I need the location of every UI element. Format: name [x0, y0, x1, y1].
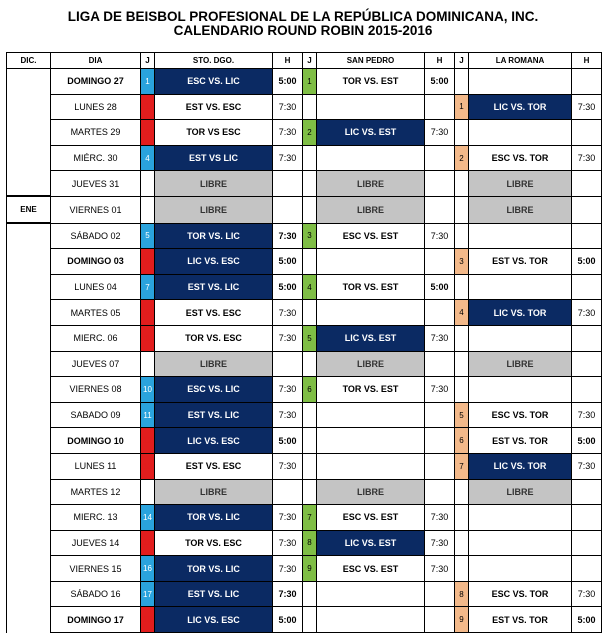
game-number-stodgo: 2	[141, 120, 155, 146]
time-cell-stodgo: 7:30	[273, 94, 303, 120]
game-cell-sanpedro: ESC VS. EST	[317, 556, 425, 582]
game-number-laromana: 6	[455, 428, 469, 454]
game-number-sanpedro	[303, 94, 317, 120]
day-cell: SABADO 09	[51, 402, 141, 428]
game-number-laromana: 1	[455, 94, 469, 120]
game-cell-laromana	[469, 274, 572, 300]
time-cell-laromana	[572, 530, 602, 556]
time-cell-stodgo: 5:00	[273, 249, 303, 275]
table-row	[7, 556, 602, 582]
game-number-sanpedro	[303, 196, 317, 223]
month-cell	[7, 453, 51, 479]
game-cell-stodgo: LIC VS. ESC	[155, 607, 273, 633]
game-cell-sanpedro	[317, 581, 425, 607]
time-cell-laromana	[572, 196, 602, 223]
month-cell	[7, 402, 51, 428]
game-number-stodgo: 14	[141, 505, 155, 531]
game-cell-laromana	[469, 505, 572, 531]
game-number-laromana	[455, 556, 469, 582]
col-laromana: LA ROMANA	[469, 53, 572, 69]
time-cell-sanpedro	[425, 249, 455, 275]
time-cell-sanpedro: 7:30	[425, 505, 455, 531]
time-cell-stodgo: 7:30	[273, 120, 303, 146]
game-cell-laromana: LIC VS. TOR	[469, 300, 572, 326]
day-cell: DOMINGO 03	[51, 249, 141, 275]
day-cell: JUEVES 31	[51, 171, 141, 197]
table-row	[7, 479, 602, 505]
game-cell-stodgo: TOR VS. LIC	[155, 505, 273, 531]
game-number-stodgo: 4	[141, 145, 155, 171]
time-cell-sanpedro: 5:00	[425, 274, 455, 300]
game-cell-stodgo: TOR VS ESC	[155, 120, 273, 146]
time-cell-stodgo: 5:00	[273, 69, 303, 95]
time-cell-sanpedro: 7:30	[425, 325, 455, 351]
game-cell-laromana: EST VS. TOR	[469, 428, 572, 454]
game-cell-sanpedro: LIBRE	[317, 196, 425, 223]
month-cell	[7, 249, 51, 275]
time-cell-stodgo: 7:30	[273, 223, 303, 249]
game-cell-stodgo: ESC VS. LIC	[155, 377, 273, 403]
day-cell: MARTES 05	[51, 300, 141, 326]
time-cell-laromana	[572, 556, 602, 582]
time-cell-laromana	[572, 171, 602, 197]
table-row	[7, 94, 602, 120]
month-cell	[7, 607, 51, 633]
game-number-stodgo: 10	[141, 377, 155, 403]
game-cell-stodgo: LIBRE	[155, 351, 273, 377]
time-cell-sanpedro: 7:30	[425, 377, 455, 403]
day-cell: DOMINGO 17	[51, 607, 141, 633]
game-cell-stodgo: LIBRE	[155, 171, 273, 197]
table-row	[7, 171, 602, 197]
game-cell-sanpedro: TOR VS. EST	[317, 274, 425, 300]
game-cell-laromana: LIC VS. TOR	[469, 453, 572, 479]
time-cell-laromana: 5:00	[572, 249, 602, 275]
time-cell-stodgo: 7:30	[273, 402, 303, 428]
game-number-sanpedro	[303, 607, 317, 633]
game-cell-laromana	[469, 223, 572, 249]
game-cell-stodgo: LIC VS. ESC	[155, 428, 273, 454]
month-cell	[7, 274, 51, 300]
game-number-laromana	[455, 196, 469, 223]
time-cell-stodgo: 5:00	[273, 274, 303, 300]
game-cell-laromana	[469, 120, 572, 146]
game-number-sanpedro	[303, 402, 317, 428]
game-cell-laromana	[469, 530, 572, 556]
day-cell: LUNES 28	[51, 94, 141, 120]
col-h-sanpedro: H	[425, 53, 455, 69]
game-number-stodgo: 11	[141, 402, 155, 428]
game-number-laromana	[455, 530, 469, 556]
time-cell-stodgo: 7:30	[273, 530, 303, 556]
game-number-stodgo	[141, 479, 155, 505]
document-header	[0, 0, 606, 38]
day-cell: MIERC. 13	[51, 505, 141, 531]
month-cell	[7, 145, 51, 171]
game-cell-sanpedro: LIBRE	[317, 479, 425, 505]
game-number-stodgo: 12	[141, 428, 155, 454]
day-cell: JUEVES 07	[51, 351, 141, 377]
day-cell: MARTES 29	[51, 120, 141, 146]
month-cell	[7, 69, 51, 95]
time-cell-stodgo: 7:30	[273, 453, 303, 479]
game-cell-laromana: ESC VS. TOR	[469, 402, 572, 428]
game-cell-sanpedro: ESC VS. EST	[317, 223, 425, 249]
table-row	[7, 453, 602, 479]
time-cell-laromana	[572, 69, 602, 95]
game-number-stodgo: 16	[141, 556, 155, 582]
game-cell-stodgo: LIBRE	[155, 196, 273, 223]
game-number-sanpedro	[303, 171, 317, 197]
game-cell-sanpedro	[317, 94, 425, 120]
time-cell-laromana: 7:30	[572, 402, 602, 428]
time-cell-sanpedro	[425, 145, 455, 171]
day-cell: SÁBADO 02	[51, 223, 141, 249]
day-cell: MIERC. 06	[51, 325, 141, 351]
game-number-stodgo: 9	[141, 325, 155, 351]
game-cell-stodgo: TOR VS. LIC	[155, 223, 273, 249]
time-cell-stodgo: 5:00	[273, 428, 303, 454]
game-cell-laromana: ESC VS. TOR	[469, 145, 572, 171]
month-cell	[7, 505, 51, 531]
game-cell-stodgo: EST VS LIC	[155, 145, 273, 171]
col-month: DIC.	[7, 53, 51, 69]
day-cell: VIERNES 15	[51, 556, 141, 582]
game-number-laromana: 9	[455, 607, 469, 633]
day-cell: LUNES 11	[51, 453, 141, 479]
game-cell-laromana: LIBRE	[469, 479, 572, 505]
game-cell-stodgo: EST VS. ESC	[155, 94, 273, 120]
time-cell-stodgo: 7:30	[273, 300, 303, 326]
time-cell-laromana: 5:00	[572, 607, 602, 633]
table-row	[7, 581, 602, 607]
title-calendar: CALENDARIO ROUND ROBIN 2015-2016	[173, 23, 433, 38]
game-number-stodgo: 6	[141, 249, 155, 275]
game-cell-sanpedro	[317, 428, 425, 454]
time-cell-sanpedro: 7:30	[425, 556, 455, 582]
time-cell-stodgo	[273, 196, 303, 223]
table-row	[7, 325, 602, 351]
game-cell-laromana	[469, 325, 572, 351]
time-cell-stodgo	[273, 351, 303, 377]
game-number-laromana: 3	[455, 249, 469, 275]
month-cell	[7, 120, 51, 146]
table-row	[7, 249, 602, 275]
time-cell-sanpedro	[425, 196, 455, 223]
game-cell-sanpedro: LIC VS. EST	[317, 325, 425, 351]
day-cell: JUEVES 14	[51, 530, 141, 556]
col-stodgo: STO. DGO.	[155, 53, 273, 69]
col-j-laromana: J	[455, 53, 469, 69]
game-number-stodgo: 15	[141, 530, 155, 556]
schedule-table	[6, 52, 602, 633]
table-row	[7, 351, 602, 377]
title-league: LIGA DE BEISBOL PROFESIONAL DE LA REPÚBLICA DOMINICANA, INC.	[67, 9, 539, 24]
game-number-laromana: 8	[455, 581, 469, 607]
game-cell-stodgo: TOR VS. ESC	[155, 530, 273, 556]
month-cell	[7, 428, 51, 454]
game-number-sanpedro	[303, 300, 317, 326]
month-cell	[7, 581, 51, 607]
game-number-sanpedro	[303, 145, 317, 171]
game-number-stodgo: 17	[141, 581, 155, 607]
game-cell-sanpedro	[317, 145, 425, 171]
game-cell-sanpedro: ESC VS. EST	[317, 505, 425, 531]
day-cell: VIERNES 01	[51, 196, 141, 223]
time-cell-laromana	[572, 479, 602, 505]
time-cell-sanpedro	[425, 402, 455, 428]
game-number-laromana: 5	[455, 402, 469, 428]
month-cell	[7, 351, 51, 377]
game-number-sanpedro: 7	[303, 505, 317, 531]
game-number-stodgo: 13	[141, 453, 155, 479]
table-row	[7, 530, 602, 556]
time-cell-sanpedro: 7:30	[425, 223, 455, 249]
game-cell-laromana: LIBRE	[469, 351, 572, 377]
time-cell-sanpedro	[425, 94, 455, 120]
game-cell-laromana	[469, 69, 572, 95]
game-cell-laromana: ESC VS. TOR	[469, 581, 572, 607]
table-row	[7, 274, 602, 300]
day-cell: MIÉRC. 30	[51, 145, 141, 171]
day-cell: LUNES 04	[51, 274, 141, 300]
game-number-sanpedro: 8	[303, 530, 317, 556]
game-number-laromana	[455, 171, 469, 197]
time-cell-sanpedro	[425, 581, 455, 607]
time-cell-laromana	[572, 120, 602, 146]
time-cell-laromana: 7:30	[572, 145, 602, 171]
col-j-sanpedro: J	[303, 53, 317, 69]
day-cell: DOMINGO 10	[51, 428, 141, 454]
game-number-sanpedro: 3	[303, 223, 317, 249]
game-number-laromana	[455, 377, 469, 403]
game-cell-laromana	[469, 556, 572, 582]
game-cell-sanpedro: LIBRE	[317, 171, 425, 197]
game-number-sanpedro: 2	[303, 120, 317, 146]
game-number-stodgo: 1	[141, 94, 155, 120]
game-cell-stodgo: LIBRE	[155, 479, 273, 505]
game-cell-stodgo: EST VS. LIC	[155, 402, 273, 428]
game-number-laromana	[455, 120, 469, 146]
schedule-body	[7, 69, 602, 633]
time-cell-laromana: 5:00	[572, 428, 602, 454]
game-cell-sanpedro	[317, 607, 425, 633]
game-cell-stodgo: EST VS. ESC	[155, 300, 273, 326]
game-cell-sanpedro: LIC VS. EST	[317, 530, 425, 556]
time-cell-stodgo	[273, 479, 303, 505]
game-number-sanpedro: 5	[303, 325, 317, 351]
month-cell	[7, 325, 51, 351]
time-cell-laromana: 7:30	[572, 453, 602, 479]
game-number-laromana	[455, 274, 469, 300]
time-cell-stodgo: 5:00	[273, 607, 303, 633]
time-cell-sanpedro	[425, 351, 455, 377]
game-cell-laromana: EST VS. TOR	[469, 249, 572, 275]
game-cell-stodgo: ESC VS. LIC	[155, 69, 273, 95]
table-row	[7, 607, 602, 633]
game-number-stodgo	[141, 351, 155, 377]
game-number-sanpedro	[303, 351, 317, 377]
game-cell-sanpedro: LIC VS. EST	[317, 120, 425, 146]
game-number-laromana	[455, 69, 469, 95]
time-cell-sanpedro: 7:30	[425, 530, 455, 556]
header-row	[7, 53, 602, 69]
time-cell-stodgo: 7:30	[273, 581, 303, 607]
game-number-stodgo: 7	[141, 274, 155, 300]
game-number-sanpedro	[303, 428, 317, 454]
game-number-stodgo: 5	[141, 223, 155, 249]
game-cell-laromana: EST VS. TOR	[469, 607, 572, 633]
time-cell-laromana: 7:30	[572, 94, 602, 120]
time-cell-sanpedro	[425, 479, 455, 505]
month-cell: ENE	[7, 196, 51, 223]
time-cell-laromana: 7:30	[572, 581, 602, 607]
game-number-stodgo: 18	[141, 607, 155, 633]
game-number-laromana	[455, 351, 469, 377]
game-cell-laromana: LIC VS. TOR	[469, 94, 572, 120]
time-cell-laromana	[572, 274, 602, 300]
game-number-sanpedro	[303, 479, 317, 505]
table-row	[7, 120, 602, 146]
col-h-laromana: H	[572, 53, 602, 69]
game-number-sanpedro	[303, 581, 317, 607]
day-cell: MARTES 12	[51, 479, 141, 505]
table-row	[7, 428, 602, 454]
table-row	[7, 402, 602, 428]
game-cell-stodgo: EST VS. LIC	[155, 274, 273, 300]
time-cell-stodgo	[273, 171, 303, 197]
table-row	[7, 145, 602, 171]
game-number-laromana	[455, 505, 469, 531]
time-cell-laromana	[572, 325, 602, 351]
time-cell-laromana	[572, 351, 602, 377]
month-cell	[7, 479, 51, 505]
time-cell-sanpedro	[425, 428, 455, 454]
game-cell-laromana	[469, 377, 572, 403]
game-number-stodgo: 1	[141, 69, 155, 95]
game-number-stodgo: 8	[141, 300, 155, 326]
time-cell-sanpedro	[425, 171, 455, 197]
table-row	[7, 300, 602, 326]
game-cell-sanpedro	[317, 300, 425, 326]
game-number-laromana: 4	[455, 300, 469, 326]
game-cell-sanpedro	[317, 402, 425, 428]
day-cell: DOMINGO 27	[51, 69, 141, 95]
time-cell-sanpedro: 5:00	[425, 69, 455, 95]
table-row	[7, 196, 602, 223]
col-day: DIA	[51, 53, 141, 69]
table-row	[7, 223, 602, 249]
time-cell-sanpedro	[425, 300, 455, 326]
time-cell-laromana: 7:30	[572, 300, 602, 326]
month-cell	[7, 556, 51, 582]
game-number-laromana: 2	[455, 145, 469, 171]
table-row	[7, 505, 602, 531]
game-cell-sanpedro	[317, 453, 425, 479]
game-cell-laromana: LIBRE	[469, 171, 572, 197]
game-cell-stodgo: LIC VS. ESC	[155, 249, 273, 275]
col-j-stodgo: J	[141, 53, 155, 69]
time-cell-stodgo: 7:30	[273, 325, 303, 351]
game-cell-stodgo: TOR VS. LIC	[155, 556, 273, 582]
game-cell-stodgo: TOR VS. ESC	[155, 325, 273, 351]
day-cell: SÁBADO 16	[51, 581, 141, 607]
time-cell-laromana	[572, 505, 602, 531]
month-cell	[7, 530, 51, 556]
game-cell-sanpedro: TOR VS. EST	[317, 69, 425, 95]
game-number-laromana	[455, 479, 469, 505]
month-cell	[7, 171, 51, 197]
table-row	[7, 377, 602, 403]
game-number-sanpedro	[303, 249, 317, 275]
game-number-sanpedro: 4	[303, 274, 317, 300]
time-cell-stodgo: 7:30	[273, 145, 303, 171]
time-cell-stodgo: 7:30	[273, 556, 303, 582]
month-cell	[7, 223, 51, 249]
game-number-laromana	[455, 223, 469, 249]
game-cell-stodgo: EST VS. LIC	[155, 581, 273, 607]
month-cell	[7, 300, 51, 326]
time-cell-stodgo: 7:30	[273, 505, 303, 531]
day-cell: VIERNES 08	[51, 377, 141, 403]
table-row	[7, 69, 602, 95]
game-cell-laromana: LIBRE	[469, 196, 572, 223]
game-number-laromana	[455, 325, 469, 351]
game-number-laromana: 7	[455, 453, 469, 479]
game-number-sanpedro: 9	[303, 556, 317, 582]
time-cell-sanpedro	[425, 453, 455, 479]
game-number-sanpedro: 1	[303, 69, 317, 95]
month-cell	[7, 377, 51, 403]
time-cell-stodgo: 7:30	[273, 377, 303, 403]
month-cell	[7, 94, 51, 120]
col-h-stodgo: H	[273, 53, 303, 69]
game-number-sanpedro: 6	[303, 377, 317, 403]
game-cell-sanpedro: LIBRE	[317, 351, 425, 377]
game-cell-stodgo: EST VS. ESC	[155, 453, 273, 479]
time-cell-laromana	[572, 377, 602, 403]
col-sanpedro: SAN PEDRO	[317, 53, 425, 69]
time-cell-laromana	[572, 223, 602, 249]
game-cell-sanpedro	[317, 249, 425, 275]
time-cell-sanpedro	[425, 607, 455, 633]
time-cell-sanpedro: 7:30	[425, 120, 455, 146]
game-cell-sanpedro: TOR VS. EST	[317, 377, 425, 403]
game-number-stodgo	[141, 171, 155, 197]
game-number-stodgo	[141, 196, 155, 223]
game-number-sanpedro	[303, 453, 317, 479]
